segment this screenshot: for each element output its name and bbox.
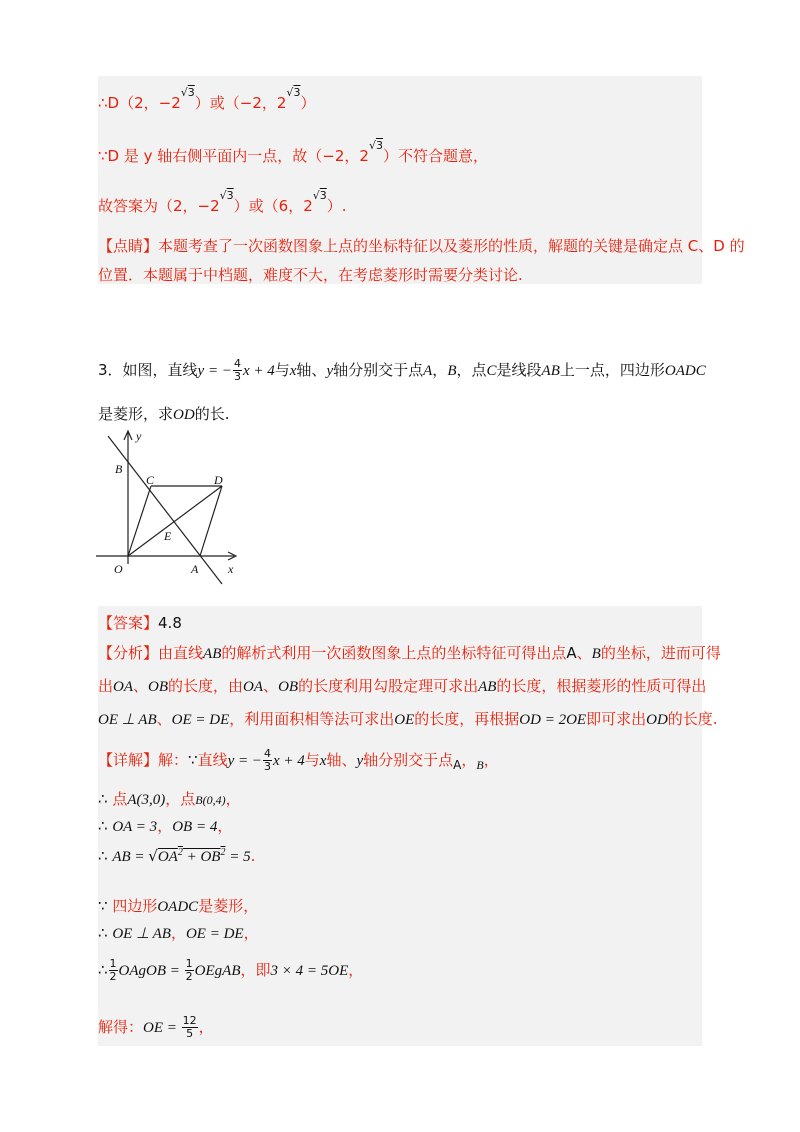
label-A: A — [191, 562, 199, 576]
side-OC — [128, 486, 151, 556]
label-C: C — [146, 473, 155, 487]
question-number: 3．如图，直线 — [98, 361, 198, 379]
label-D: D — [214, 473, 223, 487]
equation-y: y = − — [197, 363, 232, 379]
top-line-1-b: ）或（−2，2 — [194, 94, 287, 112]
top-line-2-b: ）不符合题意， — [382, 147, 488, 165]
line-AB — [108, 436, 222, 584]
top-line-3-c: ）. — [326, 197, 347, 215]
answer-value: 4.8 — [158, 614, 182, 632]
detail-tag: 【详解】 — [98, 751, 159, 769]
step-4: ∵ 四边形OADC是菱形， — [98, 897, 259, 915]
analysis-line-3: OE ⊥ AB、OE = DE，利用面积相等法可求出OE的长度，再根据OD = 2OE即可求出OD的长度. — [98, 710, 718, 728]
step-3: ∴ AB = $√OA^2 + OB^2 = 5$. — [98, 847, 256, 865]
comment-text-2: 位置．本题属于中档题，难度不大，在考虑菱形时需要分类讨论. — [98, 266, 523, 284]
comment-tag: 【点睛】 — [98, 237, 159, 255]
top-line-3-a: 故答案为（2，−2 — [98, 197, 220, 215]
label-B: B — [115, 462, 123, 476]
sqrt-3: √3 — [180, 86, 195, 99]
step-1: ∴ 点A(3,0)，点B(0,4)， — [98, 790, 241, 808]
fraction: $\frac{4}{3}$ — [233, 357, 241, 383]
diagonal-OD — [128, 486, 222, 556]
top-line-3 — [98, 189, 347, 216]
label-x: x — [228, 562, 234, 576]
top-line-3-b: ）或（6，2 — [233, 197, 313, 215]
label-y: y — [136, 429, 142, 443]
side-DA — [200, 486, 222, 556]
top-line-2 — [98, 139, 488, 166]
sqrt-3: √3 — [219, 189, 234, 202]
top-line-1 — [98, 86, 316, 113]
question-line-1: 3．如图，直线y = − $\frac{4}{3}$ x + 4与x轴、y轴分别交于点A，B，点C是线段AB上一点，四边形OADC — [98, 357, 706, 383]
sqrt-3: √3 — [286, 86, 301, 99]
comment-text-1: 本题考查了一次函数图象上点的坐标特征以及菱形的性质，解题的关键是确定点 C、D 的 — [158, 237, 745, 255]
step-7: 解得：OE = $\frac{12}{5}$ ， — [98, 1014, 214, 1040]
comment-line-1 — [98, 235, 745, 256]
label-O: O — [114, 562, 123, 576]
step-6: ∴ $\frac{1}{2}$ OAgOB = $\frac{1}{2}$ OEgAB，即3 × 4 = 5OE， — [98, 957, 364, 983]
answer-line — [98, 612, 182, 633]
comment-line-2 — [98, 264, 523, 285]
analysis-line-2: 出OA、OB的长度，由OA、OB的长度利用勾股定理可求出AB的长度，根据菱形的性质可得出 — [98, 677, 707, 695]
sqrt-3: √3 — [312, 189, 327, 202]
step-2: ∴ OA = 3，OB = 4， — [98, 817, 233, 835]
geometry-figure — [94, 428, 254, 603]
answer-tag: 【答案】 — [98, 614, 159, 632]
top-line-1-a: ∴D（2，−2 — [98, 94, 181, 112]
analysis-line-1: 【分析】由直线AB的解析式利用一次函数图象上点的坐标特征可得出点A、B的坐标，进而可得 — [98, 644, 721, 662]
analysis-tag: 【分析】 — [98, 644, 159, 662]
equation-x: x + 4 — [242, 363, 275, 379]
step-5: ∴ OE ⊥ AB，OE = DE， — [98, 924, 259, 942]
top-line-1-c: ） — [300, 94, 316, 112]
top-line-2-a: ∵D 是 y 轴右侧平面内一点，故（−2，2 — [98, 147, 369, 165]
question-line-2: 是菱形，求OD的长. — [98, 405, 230, 423]
detail-line-1: 【详解】解：∵直线y = − $\frac{4}{3}$ x + 4与x轴、y轴分别交于点$_A$，$_B$， — [98, 747, 499, 773]
sqrt-3: √3 — [368, 139, 383, 152]
label-E: E — [164, 529, 172, 543]
